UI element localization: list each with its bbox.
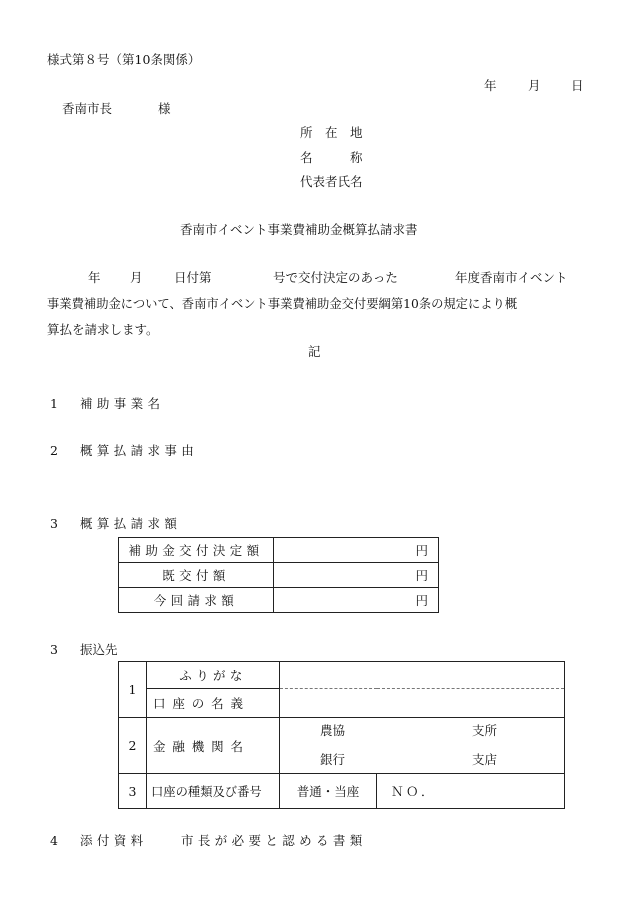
form-label: 様式第８号（第10条関係） <box>47 52 201 67</box>
body-fiscal-year: 年度香南市イベント <box>455 270 568 285</box>
account-holder-value <box>280 689 565 718</box>
amount-label-decided: 補助金交付決定額 <box>119 538 274 563</box>
section-1-number: 1 <box>50 396 58 411</box>
bank-name-label: 金融機関名 <box>147 718 280 774</box>
body-month: 月 <box>130 270 143 285</box>
amount-table <box>118 537 439 613</box>
section-2-label: 概算払請求事由 <box>80 443 199 458</box>
bank-name-value <box>280 718 565 774</box>
body-day-prefix: 日付第 <box>174 270 212 285</box>
furigana-label: ふりがな <box>147 662 280 689</box>
section-5-number: 4 <box>50 833 58 848</box>
section-2-number: 2 <box>50 443 58 458</box>
amount-label-requested: 今回請求額 <box>119 588 274 613</box>
amount-unit-requested: 円 <box>274 588 439 613</box>
amount-unit-paid: 円 <box>274 563 439 588</box>
body-line-3: 算払を請求します。 <box>47 322 159 337</box>
nokyo-label: 農協 <box>320 722 346 738</box>
shiten-label: 支店 <box>472 751 498 767</box>
applicant-name-label: 名 称 <box>300 150 363 165</box>
ginko-label: 銀行 <box>320 751 346 767</box>
addressee-name: 香南市長 <box>62 101 113 116</box>
date-year: 年 <box>484 78 497 93</box>
transfer-row-2-number: 2 <box>119 718 147 774</box>
applicant-representative-label: 代表者氏名 <box>300 174 363 189</box>
section-3-label: 概算払請求額 <box>80 516 182 531</box>
section-1-label: 補助事業名 <box>80 396 165 411</box>
ki-heading: 記 <box>308 344 321 359</box>
document-title: 香南市イベント事業費補助金概算払請求書 <box>180 222 418 237</box>
section-4-label: 振込先 <box>80 642 118 657</box>
transfer-table <box>118 661 565 809</box>
body-line-2: 事業費補助金について、香南市イベント事業費補助金交付要綱第10条の規定により概 <box>47 297 518 311</box>
furigana-value <box>280 662 565 689</box>
account-holder-label: 口座の名義 <box>147 689 280 718</box>
section-5-label: 添付資料 <box>80 833 148 848</box>
transfer-row-3-number: 3 <box>119 774 147 809</box>
date-day: 日 <box>571 78 584 93</box>
section-5-value: 市長が必要と認める書類 <box>181 833 367 848</box>
section-4-number: 3 <box>50 642 58 657</box>
date-month: 月 <box>528 78 541 93</box>
amount-unit-decided: 円 <box>274 538 439 563</box>
amount-label-paid: 既交付額 <box>119 563 274 588</box>
account-type-number-label: 口座の種類及び番号 <box>147 774 280 809</box>
shisho-label: 支所 <box>472 722 498 738</box>
addressee-honorific: 様 <box>158 101 171 116</box>
section-3-number: 3 <box>50 516 58 531</box>
account-type-value: 普通・当座 <box>280 774 377 809</box>
applicant-address-label: 所 在 地 <box>300 125 363 140</box>
body-number-suffix: 号で交付決定のあった <box>273 270 398 285</box>
account-number-label: ＮＯ． <box>377 774 565 809</box>
body-year: 年 <box>88 270 101 285</box>
transfer-row-1-number: 1 <box>119 662 147 718</box>
